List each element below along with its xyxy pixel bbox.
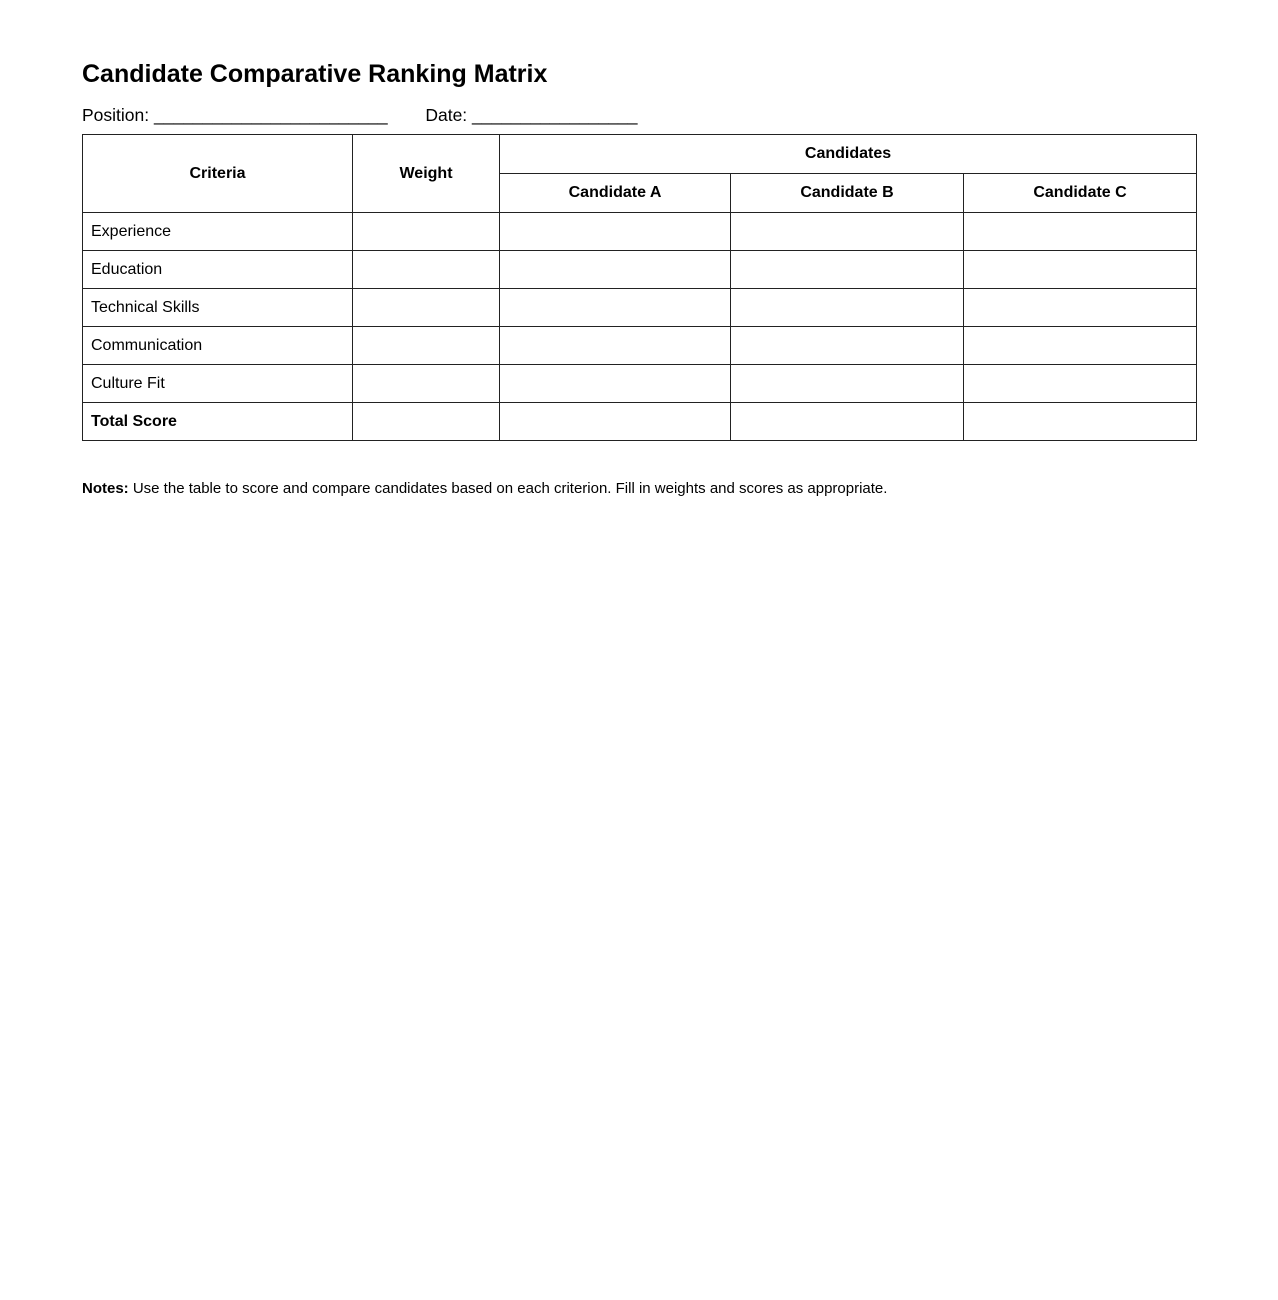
table-row-culture-fit: [83, 365, 1197, 403]
weight-cell[interactable]: [353, 327, 500, 365]
criterion-cell: Culture Fit: [83, 365, 353, 403]
header-candidate-c: Candidate C: [964, 174, 1197, 213]
table-row-experience: [83, 213, 1197, 251]
weight-cell[interactable]: [353, 365, 500, 403]
date-label: Date:: [425, 105, 468, 125]
criterion-cell: Experience: [83, 213, 353, 251]
header-criteria: Criteria: [83, 135, 353, 213]
criterion-cell: Education: [83, 251, 353, 289]
table-row-communication: [83, 327, 1197, 365]
header-candidate-b: Candidate B: [731, 174, 964, 213]
score-cell-b[interactable]: [731, 251, 964, 289]
position-blank[interactable]: ________________________: [154, 105, 388, 125]
score-cell-c[interactable]: [964, 251, 1197, 289]
score-cell-c[interactable]: [964, 365, 1197, 403]
page-title: Candidate Comparative Ranking Matrix: [82, 60, 548, 88]
score-cell-a[interactable]: [500, 365, 731, 403]
score-cell-a[interactable]: [500, 327, 731, 365]
score-cell-b[interactable]: [731, 213, 964, 251]
ranking-matrix-table: [82, 134, 1197, 441]
meta-line: [82, 103, 638, 127]
notes: [82, 479, 887, 499]
score-cell-b[interactable]: [731, 289, 964, 327]
notes-text: Use the table to score and compare candidates based on each criterion. Fill in weights and scores as appropriate.: [132, 480, 888, 497]
position-field[interactable]: [82, 103, 388, 127]
weight-cell[interactable]: [353, 251, 500, 289]
score-cell-b[interactable]: [731, 327, 964, 365]
weight-cell[interactable]: [353, 403, 500, 441]
weight-cell[interactable]: [353, 213, 500, 251]
total-score-label: Total Score: [83, 403, 353, 441]
position-label: Position:: [82, 105, 150, 125]
total-cell-b[interactable]: [731, 403, 964, 441]
score-cell-c[interactable]: [964, 289, 1197, 327]
table-row-education: [83, 251, 1197, 289]
criterion-cell: Technical Skills: [83, 289, 353, 327]
date-field[interactable]: [425, 103, 637, 127]
header-candidate-a: Candidate A: [500, 174, 731, 213]
table-row-total-score: [83, 403, 1197, 441]
score-cell-c[interactable]: [964, 327, 1197, 365]
table-row-technical-skills: [83, 289, 1197, 327]
total-cell-c[interactable]: [964, 403, 1197, 441]
weight-cell[interactable]: [353, 289, 500, 327]
score-cell-a[interactable]: [500, 251, 731, 289]
score-cell-a[interactable]: [500, 213, 731, 251]
criterion-cell: Communication: [83, 327, 353, 365]
header-row-1: [83, 135, 1197, 174]
score-cell-a[interactable]: [500, 289, 731, 327]
header-weight: Weight: [353, 135, 500, 213]
score-cell-c[interactable]: [964, 213, 1197, 251]
score-cell-b[interactable]: [731, 365, 964, 403]
total-cell-a[interactable]: [500, 403, 731, 441]
notes-label: Notes:: [82, 480, 129, 497]
date-blank[interactable]: _________________: [472, 105, 638, 125]
header-candidates-group: Candidates: [500, 135, 1197, 174]
